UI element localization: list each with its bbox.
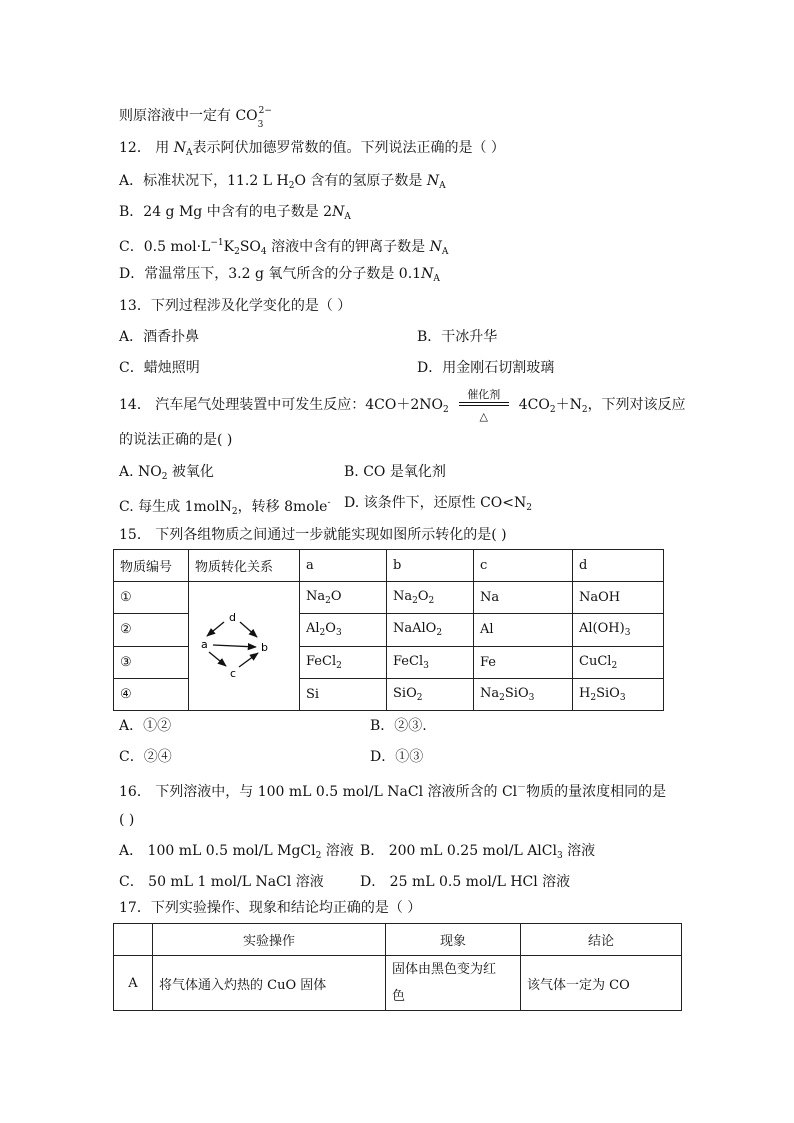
- table-header: 结论: [521, 924, 682, 956]
- arrow-a-c: [209, 652, 226, 666]
- q12-option-a: A．标准状况下，11.2 L $H_2O$ 含有的氢原子数是 $N_A$: [119, 173, 446, 191]
- table-header: 实验操作: [153, 924, 386, 956]
- q13-option-b: B．干冰升华: [417, 329, 498, 345]
- cell-d: CuCl$_2$: [573, 646, 664, 678]
- cell-conclusion: 该气体一定为 CO: [521, 956, 682, 1011]
- table-row: [114, 582, 664, 614]
- cell-b: $Na_2O_2$: [387, 582, 474, 614]
- q16-stem: 16． 下列溶液中，与 100 mL 0.5 mol/L NaCl 溶液所含的 Cl－物质的量浓度相同的是: [119, 783, 667, 800]
- node-c: c: [230, 667, 237, 680]
- cell-c: $Na_2SiO_3$: [474, 678, 573, 710]
- q15-table: [113, 549, 664, 711]
- q17-table: [113, 923, 682, 1011]
- q14-stem: 14． 汽车尾气处理装置中可发生反应：$4CO+2NO_2$ 催化剂 △ $4CO_2+N_2$，下列对该反应: [119, 388, 686, 423]
- table-row: [114, 956, 682, 1011]
- conversion-diagram-cell: [189, 582, 300, 711]
- table-header-row: [114, 550, 664, 582]
- q13-option-c: C．蜡烛照明: [119, 360, 200, 376]
- q15-option-a: A．①②: [119, 718, 172, 734]
- cell-operation: 将气体通入灼热的 CuO 固体: [153, 956, 386, 1011]
- q15-option-c: C．②④: [119, 749, 172, 765]
- table-header-row: [114, 924, 682, 956]
- q16-stem-line2: ( ): [119, 812, 135, 828]
- prev-question-tail: 则原溶液中一定有 CO 2− 3: [119, 106, 272, 130]
- q14-option-b: B. CO 是氧化剂: [344, 464, 446, 480]
- node-b: b: [261, 641, 268, 654]
- q17-stem: 17．下列实验操作、现象和结论均正确的是（ ）: [119, 900, 422, 916]
- q14-stem-line2: 的说法正确的是( ): [119, 432, 233, 448]
- row-number: ②: [114, 614, 189, 646]
- cell-b: SiO$_2$: [387, 678, 474, 710]
- cell-a: FeCl$_2$: [300, 646, 387, 678]
- cell-d: $Al(OH)_3$: [573, 614, 664, 646]
- q16-option-a: A． 100 mL 0.5 mol/L MgCl$_2$ 溶液: [119, 843, 354, 861]
- row-number: ①: [114, 582, 189, 614]
- arrow-c-b: [239, 653, 258, 667]
- cell-a: $Al_2O_3$: [300, 614, 387, 646]
- node-d: d: [229, 611, 236, 624]
- table-header: c: [474, 550, 573, 582]
- cell-b: FeCl$_3$: [387, 646, 474, 678]
- arrow-d-b: [240, 622, 257, 637]
- cell-c: Na: [474, 582, 573, 614]
- q14-option-c: C. 每生成 1molN$_2$，转移 8mole-: [119, 498, 331, 517]
- q12-stem: 12． 用 $N_A$表示阿伏加德罗常数的值。下列说法正确的是（ ）: [119, 140, 505, 158]
- reaction-arrow: 催化剂 △: [453, 395, 515, 415]
- q13-option-d: D．用金刚石切割玻璃: [417, 360, 555, 376]
- q12-option-c: C．0.5 $mol\cdot L^{-1}K_2SO_4$ 溶液中含有的钾离子数是 $N_A$: [119, 238, 449, 257]
- q15-stem: 15． 下列各组物质之间通过一步就能实现如图所示转化的是( ): [119, 527, 507, 543]
- table-header: d: [573, 550, 664, 582]
- row-label: A: [114, 956, 153, 1011]
- q12-option-d: D．常温常压下，3.2 g 氧气所含的分子数是 $0.1N_A$: [119, 266, 440, 284]
- row-number: ③: [114, 646, 189, 678]
- table-header: 物质编号: [114, 550, 189, 582]
- cell-c: Al: [474, 614, 573, 646]
- q13-stem: 13．下列过程涉及化学变化的是（ ）: [119, 298, 352, 314]
- q16-option-c: C． 50 mL 1 mol/L NaCl 溶液: [119, 874, 324, 890]
- q16-option-d: D． 25 mL 0.5 mol/L HCl 溶液: [360, 874, 571, 890]
- cell-a: Si: [300, 678, 387, 710]
- cell-phenomenon: 固体由黑色变为红 色: [386, 956, 521, 1011]
- conversion-diagram: [189, 582, 297, 706]
- table-header: b: [387, 550, 474, 582]
- table-header: a: [300, 550, 387, 582]
- cell-d: $H_2SiO_3$: [573, 678, 664, 710]
- arrow-d-a: [207, 622, 224, 636]
- cell-b: NaAlO$_2$: [387, 614, 474, 646]
- row-number: ④: [114, 678, 189, 710]
- table-header: [114, 924, 153, 956]
- q15-option-b: B．②③.: [370, 718, 427, 734]
- q14-option-d: D. 该条件下，还原性 $CO<N_2$: [344, 495, 532, 513]
- node-a: a: [201, 638, 208, 651]
- q15-option-d: D．①③: [370, 749, 424, 765]
- arrow-a-b: [213, 645, 256, 647]
- table-header: 物质转化关系: [189, 550, 300, 582]
- q13-option-a: A．酒香扑鼻: [119, 329, 200, 345]
- q12-option-b: B．24 g Mg 中含有的电子数是 $2N_A$: [119, 204, 351, 222]
- cell-d: NaOH: [573, 582, 664, 614]
- q16-option-b: B． 200 mL 0.25 mol/L AlCl$_3$ 溶液: [360, 843, 596, 861]
- table-header: 现象: [386, 924, 521, 956]
- q14-option-a: A. $NO_2$ 被氧化: [119, 464, 214, 482]
- cell-a: $Na_2O$: [300, 582, 387, 614]
- cell-c: Fe: [474, 646, 573, 678]
